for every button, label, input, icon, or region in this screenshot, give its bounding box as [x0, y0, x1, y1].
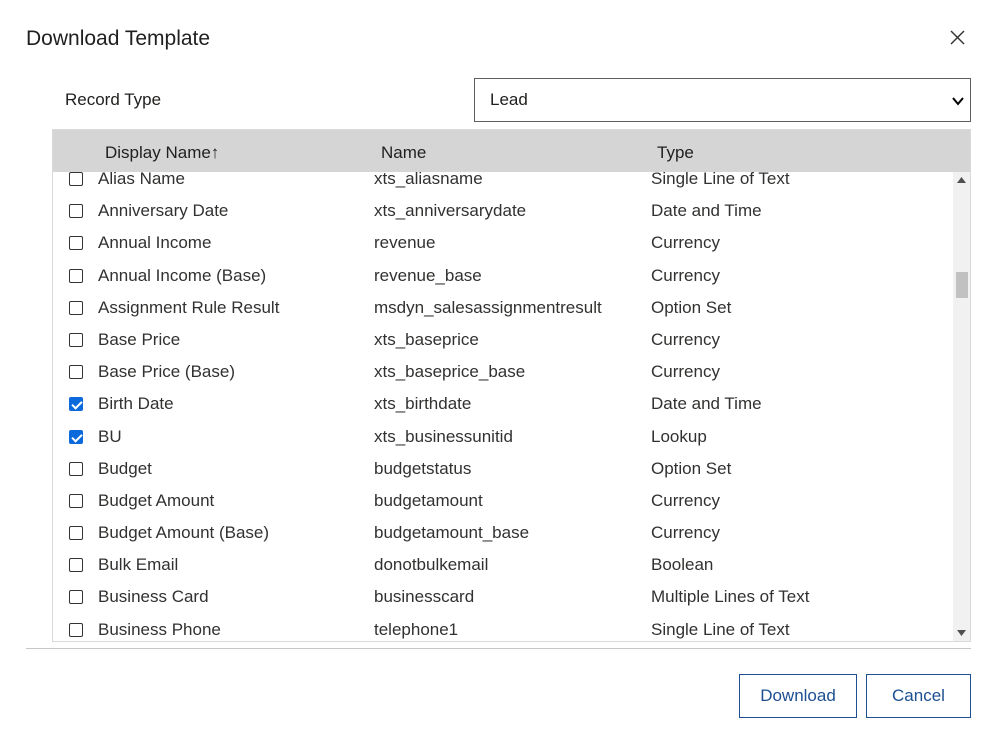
- row-checkbox[interactable]: [69, 365, 83, 379]
- row-name: xts_baseprice: [374, 329, 479, 349]
- record-type-select[interactable]: [474, 78, 971, 122]
- row-checkbox[interactable]: [69, 172, 83, 186]
- close-button[interactable]: [946, 26, 968, 48]
- cancel-button[interactable]: Cancel: [866, 674, 971, 718]
- row-checkbox[interactable]: [69, 494, 83, 508]
- vertical-scrollbar[interactable]: [953, 172, 970, 641]
- row-type: Multiple Lines of Text: [651, 587, 810, 607]
- row-display-name: Annual Income: [98, 233, 212, 253]
- row-name: xts_baseprice_base: [374, 362, 526, 382]
- row-name: xts_aliasname: [374, 172, 483, 188]
- row-display-name: Business Card: [98, 587, 209, 607]
- download-button[interactable]: Download: [739, 674, 857, 718]
- table-row[interactable]: [53, 549, 953, 581]
- row-type: Option Set: [651, 458, 732, 478]
- row-checkbox[interactable]: [69, 430, 83, 444]
- fields-grid: [52, 129, 971, 642]
- row-display-name: BU: [98, 426, 122, 446]
- column-header-name[interactable]: Name: [381, 143, 427, 162]
- row-type: Single Line of Text: [651, 172, 790, 188]
- row-display-name: Alias Name: [98, 172, 185, 188]
- row-name: xts_birthdate: [374, 394, 472, 414]
- row-checkbox[interactable]: [69, 236, 83, 250]
- row-name: donotbulkemail: [374, 555, 489, 575]
- row-type: Single Line of Text: [651, 619, 790, 639]
- row-checkbox[interactable]: [69, 301, 83, 315]
- table-row[interactable]: [53, 581, 953, 613]
- row-name: telephone1: [374, 619, 459, 639]
- row-checkbox[interactable]: [69, 397, 83, 411]
- row-checkbox[interactable]: [69, 590, 83, 604]
- row-name: businesscard: [374, 587, 475, 607]
- table-row[interactable]: [53, 453, 953, 485]
- row-display-name: Bulk Email: [98, 555, 179, 575]
- row-checkbox[interactable]: [69, 462, 83, 476]
- row-checkbox[interactable]: [69, 269, 83, 283]
- row-display-name: Budget Amount (Base): [98, 523, 270, 543]
- column-header-type[interactable]: Type: [657, 143, 694, 162]
- table-row[interactable]: [53, 260, 953, 292]
- record-type-label: Record Type: [65, 90, 162, 109]
- table-row[interactable]: [53, 517, 953, 549]
- row-type: Currency: [651, 233, 720, 253]
- row-type: Boolean: [651, 555, 714, 575]
- footer-divider: [26, 648, 971, 649]
- table-row[interactable]: [53, 324, 953, 356]
- chevron-down-icon: [951, 94, 965, 108]
- row-name: msdyn_salesassignmentresult: [374, 297, 602, 317]
- table-row[interactable]: [53, 421, 953, 453]
- row-name: budgetamount: [374, 490, 483, 510]
- record-type-value: Lead: [490, 90, 528, 109]
- row-name: xts_businessunitid: [374, 426, 513, 446]
- table-row[interactable]: [53, 614, 953, 641]
- row-type: Date and Time: [651, 201, 762, 221]
- table-row[interactable]: [53, 388, 953, 420]
- table-row[interactable]: [53, 485, 953, 517]
- row-type: Lookup: [651, 426, 707, 446]
- row-display-name: Budget Amount: [98, 490, 215, 510]
- grid-body: [53, 172, 953, 641]
- row-display-name: Assignment Rule Result: [98, 297, 280, 317]
- row-name: budgetstatus: [374, 458, 472, 478]
- row-type: Date and Time: [651, 394, 762, 414]
- row-display-name: Anniversary Date: [98, 201, 229, 221]
- row-display-name: Business Phone: [98, 619, 221, 639]
- row-type: Currency: [651, 523, 720, 543]
- row-display-name: Base Price: [98, 329, 181, 349]
- row-checkbox[interactable]: [69, 623, 83, 637]
- grid-header: [53, 130, 970, 172]
- row-type: Currency: [651, 362, 720, 382]
- row-display-name: Annual Income (Base): [98, 265, 267, 285]
- scroll-down-arrow-icon[interactable]: [957, 630, 966, 636]
- row-name: revenue_base: [374, 265, 482, 285]
- row-checkbox[interactable]: [69, 204, 83, 218]
- row-display-name: Budget: [98, 458, 152, 478]
- column-header-display-name[interactable]: Display Name↑: [105, 143, 220, 162]
- table-row[interactable]: [53, 356, 953, 388]
- scroll-up-arrow-icon[interactable]: [957, 177, 966, 183]
- dialog-title: Download Template: [26, 27, 211, 50]
- table-row[interactable]: [53, 227, 953, 259]
- row-checkbox[interactable]: [69, 333, 83, 347]
- row-checkbox[interactable]: [69, 526, 83, 540]
- row-type: Option Set: [651, 297, 732, 317]
- row-type: Currency: [651, 265, 720, 285]
- row-name: revenue: [374, 233, 436, 253]
- table-row[interactable]: [53, 292, 953, 324]
- close-icon: [946, 26, 968, 48]
- row-name: xts_anniversarydate: [374, 201, 527, 221]
- table-row[interactable]: [53, 172, 953, 195]
- scroll-thumb[interactable]: [956, 272, 968, 298]
- row-name: budgetamount_base: [374, 523, 530, 543]
- row-display-name: Birth Date: [98, 394, 174, 414]
- row-type: Currency: [651, 490, 720, 510]
- row-checkbox[interactable]: [69, 558, 83, 572]
- table-row[interactable]: [53, 195, 953, 227]
- row-type: Currency: [651, 329, 720, 349]
- row-display-name: Base Price (Base): [98, 362, 235, 382]
